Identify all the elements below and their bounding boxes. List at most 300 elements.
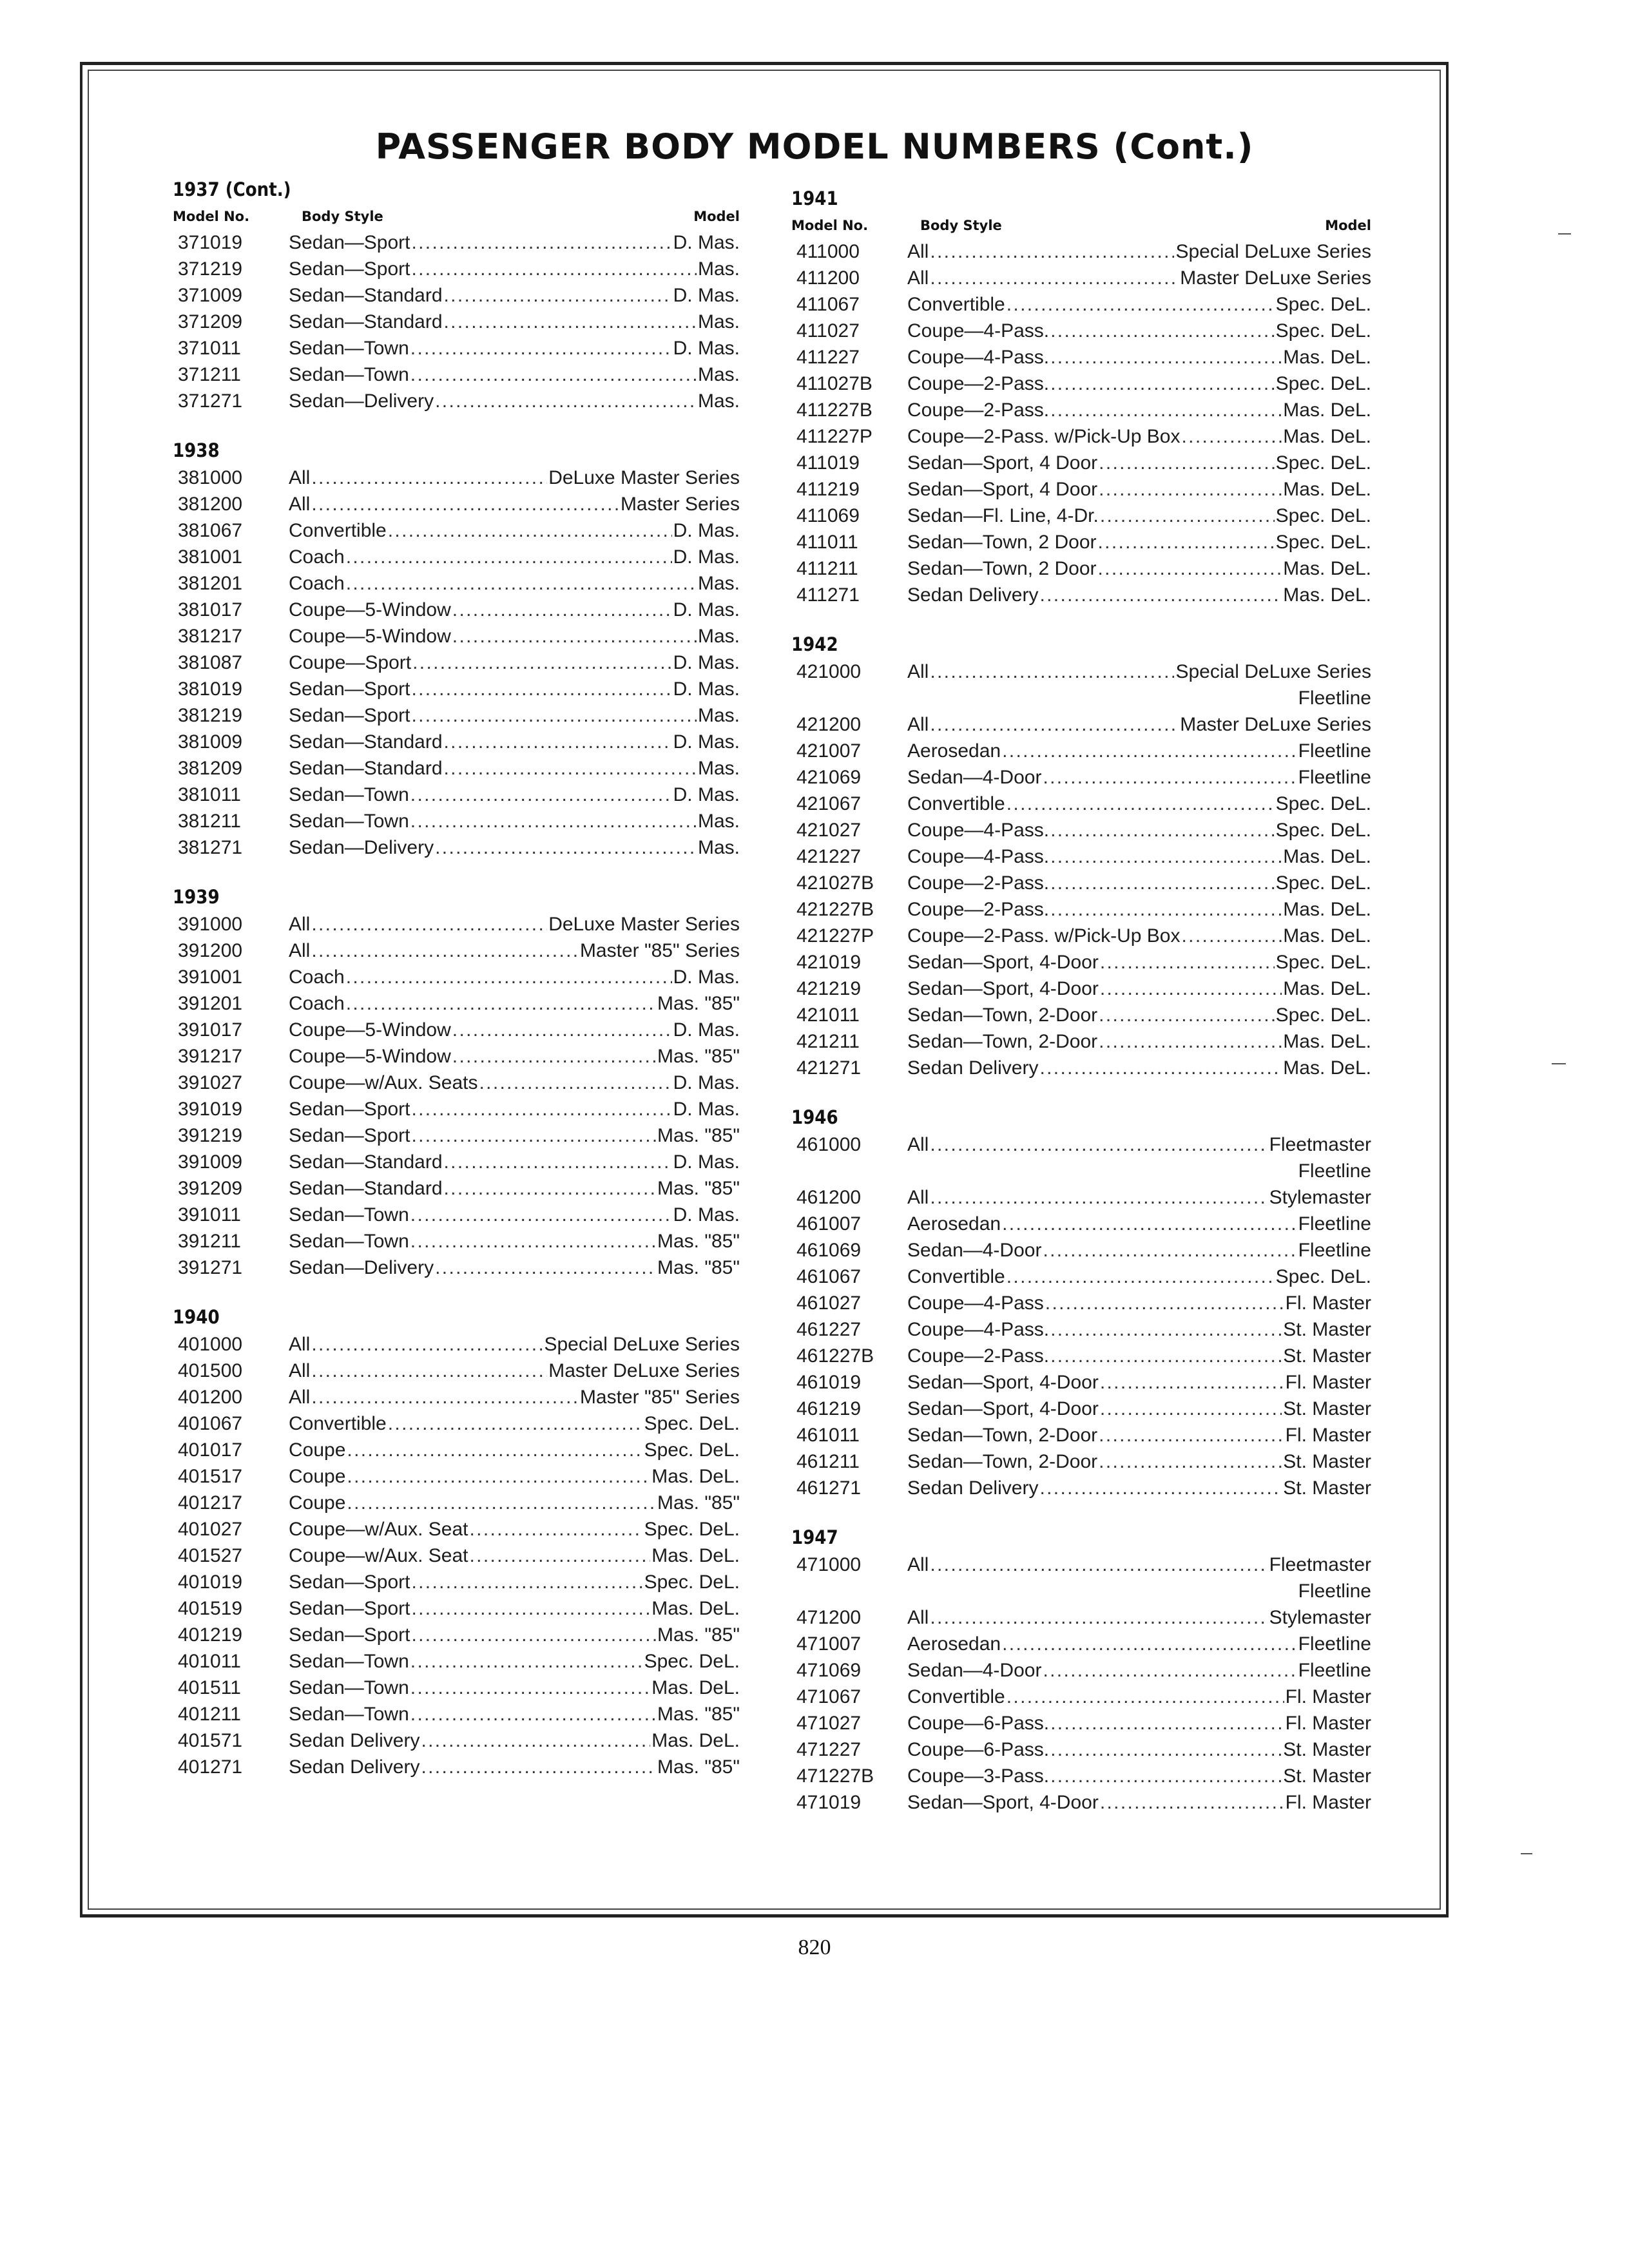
- model-number: 401000: [178, 1334, 243, 1355]
- model-number: 381211: [178, 811, 241, 832]
- header-model: Model: [1325, 218, 1371, 233]
- model-name: D. Mas.: [673, 520, 740, 541]
- table-row: [791, 291, 1371, 318]
- table-row: [173, 623, 740, 649]
- body-style: All: [907, 714, 929, 735]
- table-row: [173, 702, 740, 729]
- leader-dots: [930, 1604, 1268, 1631]
- model-name: D. Mas.: [673, 1072, 740, 1093]
- model-name: Spec. DeL.: [1275, 452, 1371, 474]
- table-row: [173, 1701, 740, 1727]
- bracketed-models: [1269, 1552, 1371, 1604]
- model-name: Spec. DeL.: [1275, 1266, 1371, 1287]
- leader-dots: [410, 782, 672, 808]
- leader-dots: [1099, 476, 1282, 503]
- leader-dots: [411, 1595, 650, 1622]
- model-number: 421011: [796, 1004, 860, 1026]
- model-number: 461019: [796, 1372, 862, 1393]
- body-style: Sedan—Delivery: [289, 390, 434, 412]
- model-number: 461069: [796, 1240, 862, 1261]
- leader-dots: [411, 1122, 656, 1149]
- model-number: 391217: [178, 1046, 243, 1067]
- leader-dots: [930, 1552, 1268, 1578]
- model-name: Fleetmaster: [1269, 1134, 1371, 1155]
- table-row: [173, 1595, 740, 1622]
- table-row: [791, 738, 1371, 764]
- leader-dots: [444, 282, 672, 309]
- body-style: Coupe—2-Pass.: [907, 1345, 1050, 1367]
- model-name: Mas. "85": [657, 1756, 740, 1778]
- table-row: [791, 476, 1371, 503]
- body-style: Sedan—Standard: [289, 758, 443, 779]
- model-name: Mas. "85": [657, 993, 740, 1014]
- model-name: Mas. "85": [657, 1492, 740, 1514]
- body-style: Coupe—3-Pass.: [907, 1765, 1050, 1787]
- model-name: D. Mas.: [673, 285, 740, 306]
- table-row: [173, 465, 740, 491]
- model-number: 401500: [178, 1360, 243, 1381]
- model-name: Mas.: [697, 390, 740, 412]
- model-name: Spec. DeL.: [1275, 952, 1371, 973]
- model-number: 371009: [178, 285, 243, 306]
- model-number: 391201: [178, 993, 243, 1014]
- body-style: Coach: [289, 993, 345, 1014]
- model-name: D. Mas.: [673, 1151, 740, 1173]
- model-name: Spec. DeL.: [1275, 505, 1371, 526]
- model-name: Special DeLuxe Series: [544, 1334, 740, 1355]
- model-name: Mas. DeL.: [1283, 1031, 1371, 1052]
- body-style: All: [289, 494, 311, 515]
- leader-dots: [1002, 1631, 1296, 1657]
- body-style: Sedan—Delivery: [289, 837, 434, 858]
- model-name: Mas.: [697, 758, 740, 779]
- model-number: 471000: [796, 1554, 862, 1575]
- body-style: Sedan—Sport: [289, 1125, 410, 1146]
- body-style: Sedan—Town: [289, 811, 409, 832]
- body-style: All: [289, 1360, 311, 1381]
- model-name: Spec. DeL.: [1275, 820, 1371, 841]
- leader-dots: [410, 1675, 650, 1701]
- leader-dots: [388, 1410, 643, 1437]
- body-style: Sedan—Standard: [289, 1178, 443, 1199]
- model-name: Spec. DeL.: [644, 1519, 740, 1540]
- model-number: 401217: [178, 1492, 243, 1514]
- model-number: 371011: [178, 338, 241, 359]
- model-number: 421019: [796, 952, 862, 973]
- model-number: 461027: [796, 1293, 862, 1314]
- body-style: Coupe—w/Aux. Seats: [289, 1072, 478, 1093]
- leader-dots: [1099, 1448, 1282, 1475]
- leader-dots: [1100, 1789, 1284, 1816]
- model-name: Stylemaster: [1269, 1187, 1371, 1208]
- table-row: [173, 1727, 740, 1754]
- body-style: Sedan—Fl. Line, 4-Dr.: [907, 505, 1099, 526]
- margin-mark: [1558, 233, 1571, 235]
- leader-dots: [411, 256, 697, 282]
- model-number: 411011: [796, 532, 858, 553]
- model-name: D. Mas.: [673, 338, 740, 359]
- body-style: Coupe—Sport: [289, 652, 412, 673]
- model-name: Mas. "85": [657, 1231, 740, 1252]
- model-name: St. Master: [1283, 1739, 1371, 1760]
- model-number: 391017: [178, 1019, 243, 1041]
- leader-dots: [1098, 529, 1275, 555]
- model-name: Mas. DeL.: [1283, 978, 1371, 999]
- model-name: Master DeLuxe Series: [1180, 714, 1371, 735]
- model-number: 421211: [796, 1031, 860, 1052]
- table-row: [173, 388, 740, 414]
- leader-dots: [435, 388, 697, 414]
- body-style: All: [907, 661, 929, 682]
- table-row: [173, 1490, 740, 1516]
- leader-dots: [444, 309, 697, 335]
- leader-dots: [410, 335, 672, 361]
- table-row: [791, 1763, 1371, 1789]
- body-style: Coupe—4-Pass: [907, 1293, 1044, 1314]
- body-style: Sedan—Town, 2-Door: [907, 1425, 1098, 1446]
- table-row: [173, 649, 740, 676]
- table-row: [173, 597, 740, 623]
- body-style: Coupe—2-Pass.: [907, 399, 1050, 421]
- table-row: [791, 923, 1371, 949]
- model-name: Mas. "85": [657, 1704, 740, 1725]
- model-name: Mas. DeL.: [651, 1598, 740, 1619]
- leader-dots: [444, 1175, 656, 1202]
- body-style: Sedan—Town, 2-Door: [907, 1451, 1098, 1472]
- margin-mark: [1552, 1063, 1566, 1064]
- model-number: 381017: [178, 599, 243, 620]
- margin-mark: [1521, 1853, 1532, 1854]
- model-name-secondary: Fleetline: [1298, 687, 1371, 709]
- body-style: Coupe—2-Pass. w/Pick-Up Box: [907, 426, 1181, 447]
- model-number: 391200: [178, 940, 243, 961]
- table-row: [791, 1211, 1371, 1237]
- body-style: Sedan—Sport, 4-Door: [907, 1792, 1099, 1813]
- table-row: [791, 1028, 1371, 1055]
- model-number: 391019: [178, 1099, 243, 1120]
- model-name: Spec. DeL.: [1275, 532, 1371, 553]
- table-row: [173, 361, 740, 388]
- model-number: 461000: [796, 1134, 862, 1155]
- body-style: Sedan—Standard: [289, 285, 443, 306]
- model-name: Fleetline: [1298, 767, 1371, 788]
- leader-dots: [444, 729, 672, 755]
- leader-dots: [411, 1622, 656, 1648]
- table-row: [173, 256, 740, 282]
- leader-dots: [1043, 1657, 1296, 1684]
- year-heading: 1941: [791, 187, 838, 209]
- leader-dots: [410, 1648, 643, 1675]
- model-name: Spec. DeL.: [644, 1413, 740, 1434]
- body-style: Aerosedan: [907, 1213, 1001, 1235]
- body-style: Sedan—Town, 2 Door: [907, 532, 1097, 553]
- body-style: Sedan—4-Door: [907, 1660, 1042, 1681]
- body-style: Aerosedan: [907, 740, 1001, 762]
- model-name: DeLuxe Master Series: [548, 914, 740, 935]
- body-style: All: [907, 1607, 929, 1628]
- model-number: 391009: [178, 1151, 243, 1173]
- body-style: Sedan—Sport, 4-Door: [907, 1398, 1099, 1419]
- body-style: Sedan—Standard: [289, 731, 443, 753]
- body-style: Coupe—2-Pass.: [907, 899, 1050, 920]
- leader-dots: [311, 1331, 543, 1358]
- table-row: [791, 397, 1371, 423]
- table-row: [791, 555, 1371, 582]
- body-style: All: [289, 940, 311, 961]
- leader-dots: [1100, 975, 1282, 1002]
- model-number: 471007: [796, 1633, 862, 1655]
- model-number: 471069: [796, 1660, 862, 1681]
- model-name: D. Mas.: [673, 731, 740, 753]
- body-style: Sedan—Town: [289, 364, 409, 385]
- table-row: [791, 711, 1371, 738]
- body-style: Coupe: [289, 1466, 346, 1487]
- table-row: [173, 282, 740, 309]
- model-number: 421000: [796, 661, 862, 682]
- model-name: Mas.: [697, 811, 740, 832]
- model-number: 391001: [178, 966, 243, 988]
- body-style: Coupe—6-Pass.: [907, 1713, 1050, 1734]
- leader-dots: [311, 465, 547, 491]
- model-name: Fl. Master: [1285, 1713, 1371, 1734]
- body-style: All: [907, 1134, 929, 1155]
- page-title: PASSENGER BODY MODEL NUMBERS (Cont.): [375, 126, 1254, 167]
- table-row: [791, 1237, 1371, 1264]
- leader-dots: [311, 491, 619, 517]
- table-row: [173, 911, 740, 937]
- model-name: Mas. DeL.: [1283, 558, 1371, 579]
- table-row: [791, 817, 1371, 843]
- model-name: Spec. DeL.: [1275, 373, 1371, 394]
- leader-dots: [469, 1542, 650, 1569]
- model-number: 421227P: [796, 925, 874, 947]
- model-number: 381200: [178, 494, 243, 515]
- model-name: Fl. Master: [1285, 1293, 1371, 1314]
- table-row: [173, 808, 740, 834]
- body-style: Sedan Delivery: [907, 1057, 1039, 1079]
- leader-dots: [410, 1701, 656, 1727]
- body-style: Coupe—w/Aux. Seat: [289, 1545, 468, 1566]
- table-row: [791, 1343, 1371, 1369]
- table-row: [173, 755, 740, 782]
- model-name: D. Mas.: [673, 966, 740, 988]
- model-number: 411211: [796, 558, 858, 579]
- model-name: D. Mas.: [673, 652, 740, 673]
- model-name: Fl. Master: [1285, 1792, 1371, 1813]
- model-number: 381019: [178, 678, 243, 700]
- model-name: Spec. DeL.: [1275, 1004, 1371, 1026]
- model-name: DeLuxe Master Series: [548, 467, 740, 488]
- model-name: Mas.: [697, 311, 740, 332]
- body-style: Sedan—Sport: [289, 258, 410, 280]
- body-style: Sedan—Sport: [289, 1624, 410, 1646]
- body-style: Sedan—Town: [289, 784, 409, 805]
- model-number: 461227B: [796, 1345, 874, 1367]
- model-name: Spec. DeL.: [1275, 872, 1371, 894]
- table-row: [173, 964, 740, 990]
- model-number: 411027B: [796, 373, 872, 394]
- leader-dots: [311, 937, 579, 964]
- model-number: 411027: [796, 320, 860, 341]
- model-number: 381209: [178, 758, 243, 779]
- body-style: Sedan—4-Door: [907, 767, 1042, 788]
- table-row: [173, 1017, 740, 1043]
- model-name: Mas.: [697, 364, 740, 385]
- model-number: 401200: [178, 1387, 243, 1408]
- model-number: 471227B: [796, 1765, 874, 1787]
- model-name: Master "85" Series: [579, 940, 740, 961]
- model-name: Fl. Master: [1285, 1425, 1371, 1446]
- body-style: Coupe—4-Pass.: [907, 820, 1050, 841]
- leader-dots: [1050, 1763, 1282, 1789]
- table-row: [791, 1316, 1371, 1343]
- model-name: Mas.: [697, 258, 740, 280]
- body-style: Sedan—Standard: [289, 1151, 443, 1173]
- model-number: 401067: [178, 1413, 243, 1434]
- body-style: Coupe—5-Window: [289, 599, 451, 620]
- table-row: [791, 1184, 1371, 1211]
- model-number: 401271: [178, 1756, 243, 1778]
- leader-dots: [1099, 450, 1274, 476]
- header-model: Model: [693, 209, 740, 224]
- body-style: Sedan—4-Door: [907, 1240, 1042, 1261]
- body-style: Convertible: [289, 520, 387, 541]
- model-name: Master DeLuxe Series: [548, 1360, 740, 1381]
- leader-dots: [1050, 870, 1274, 896]
- model-name: Mas. DeL.: [651, 1677, 740, 1698]
- table-row: [791, 238, 1371, 265]
- model-number: 371209: [178, 311, 243, 332]
- leader-dots: [1050, 397, 1282, 423]
- table-row: [173, 1070, 740, 1096]
- model-number: 461011: [796, 1425, 860, 1446]
- model-name: Mas. DeL.: [1283, 426, 1371, 447]
- year-heading: 1942: [791, 633, 838, 655]
- model-name-secondary: Fleetline: [1298, 1160, 1371, 1182]
- model-name: D. Mas.: [673, 232, 740, 253]
- model-number: 471067: [796, 1686, 862, 1707]
- leader-dots: [1099, 1002, 1274, 1028]
- section-spacer: [791, 1081, 1371, 1103]
- leader-dots: [1100, 1369, 1284, 1396]
- model-name: D. Mas.: [673, 599, 740, 620]
- body-style: Coupe—5-Window: [289, 1046, 451, 1067]
- model-number: 411000: [796, 241, 860, 262]
- leader-dots: [452, 1043, 656, 1070]
- model-name: Master DeLuxe Series: [1180, 267, 1371, 289]
- model-name: D. Mas.: [673, 1204, 740, 1225]
- body-style: Coupe—4-Pass.: [907, 1319, 1050, 1340]
- model-name: St. Master: [1283, 1477, 1371, 1499]
- body-style: All: [289, 1387, 311, 1408]
- leader-dots: [411, 702, 697, 729]
- leader-dots: [1100, 1396, 1282, 1422]
- table-row: [173, 1437, 740, 1463]
- leader-dots: [1045, 1290, 1284, 1316]
- section-spacer: [173, 861, 740, 883]
- model-number: 381009: [178, 731, 243, 753]
- model-name: D. Mas.: [673, 546, 740, 568]
- column-headers: [791, 213, 1371, 238]
- model-name: Mas. "85": [657, 1178, 740, 1199]
- model-number: 461007: [796, 1213, 862, 1235]
- leader-dots: [347, 1437, 642, 1463]
- leader-dots: [347, 1490, 656, 1516]
- model-number: 471019: [796, 1792, 862, 1813]
- model-number: 381000: [178, 467, 243, 488]
- body-style: Coach: [289, 546, 345, 568]
- model-number: 411069: [796, 505, 860, 526]
- table-row: [173, 1149, 740, 1175]
- model-name: Mas. "85": [657, 1257, 740, 1278]
- leader-dots: [1039, 1055, 1282, 1081]
- table-row: [791, 1422, 1371, 1448]
- model-name: D. Mas.: [673, 784, 740, 805]
- leader-dots: [1043, 764, 1296, 791]
- model-number: 461271: [796, 1477, 862, 1499]
- leader-dots: [346, 544, 672, 570]
- leader-dots: [444, 1149, 672, 1175]
- table-row: [173, 517, 740, 544]
- leader-dots: [1002, 738, 1296, 764]
- leader-dots: [311, 911, 547, 937]
- leader-dots: [452, 623, 697, 649]
- table-row: [173, 1516, 740, 1542]
- model-name: Mas.: [697, 573, 740, 594]
- leader-dots: [1039, 582, 1282, 608]
- leader-dots: [1050, 1316, 1282, 1343]
- model-name: Mas.: [697, 705, 740, 726]
- body-style: Sedan—Sport: [289, 678, 410, 700]
- body-style: All: [289, 914, 311, 935]
- table-row: [791, 658, 1371, 711]
- leader-dots: [410, 1202, 672, 1228]
- leader-dots: [1007, 1264, 1275, 1290]
- table-row: [173, 1331, 740, 1358]
- table-row: [791, 764, 1371, 791]
- body-style: Coupe—4-Pass.: [907, 846, 1050, 867]
- model-name-secondary: Fleetline: [1298, 1581, 1371, 1602]
- leader-dots: [1007, 1684, 1284, 1710]
- model-name: Mas. DeL.: [651, 1466, 740, 1487]
- body-style: Sedan—Town: [289, 1231, 409, 1252]
- model-name: Mas. "85": [657, 1624, 740, 1646]
- model-number: 461067: [796, 1266, 862, 1287]
- leader-dots: [1050, 817, 1274, 843]
- model-number: 411067: [796, 294, 860, 315]
- body-style: Sedan—Sport, 4-Door: [907, 952, 1099, 973]
- body-style: Sedan—Town, 2-Door: [907, 1031, 1098, 1052]
- leader-dots: [411, 1096, 671, 1122]
- body-style: Sedan Delivery: [289, 1730, 420, 1751]
- table-row: [791, 1448, 1371, 1475]
- leader-dots: [469, 1516, 642, 1542]
- header-body-style: Body Style: [920, 218, 1002, 233]
- year-heading: 1937 (Cont.): [173, 178, 291, 200]
- body-style: Coupe—4-Pass.: [907, 320, 1050, 341]
- left-column: [173, 175, 740, 1780]
- leader-dots: [479, 1070, 671, 1096]
- section-spacer: [791, 1501, 1371, 1523]
- model-number: 401571: [178, 1730, 243, 1751]
- model-number: 401219: [178, 1624, 243, 1646]
- table-row: [173, 1358, 740, 1384]
- bracketed-models: [1175, 658, 1371, 711]
- body-style: Convertible: [289, 1413, 387, 1434]
- body-style: Sedan—Sport, 4-Door: [907, 978, 1099, 999]
- header-model-no: Model No.: [791, 218, 869, 233]
- year-heading: 1947: [791, 1526, 838, 1548]
